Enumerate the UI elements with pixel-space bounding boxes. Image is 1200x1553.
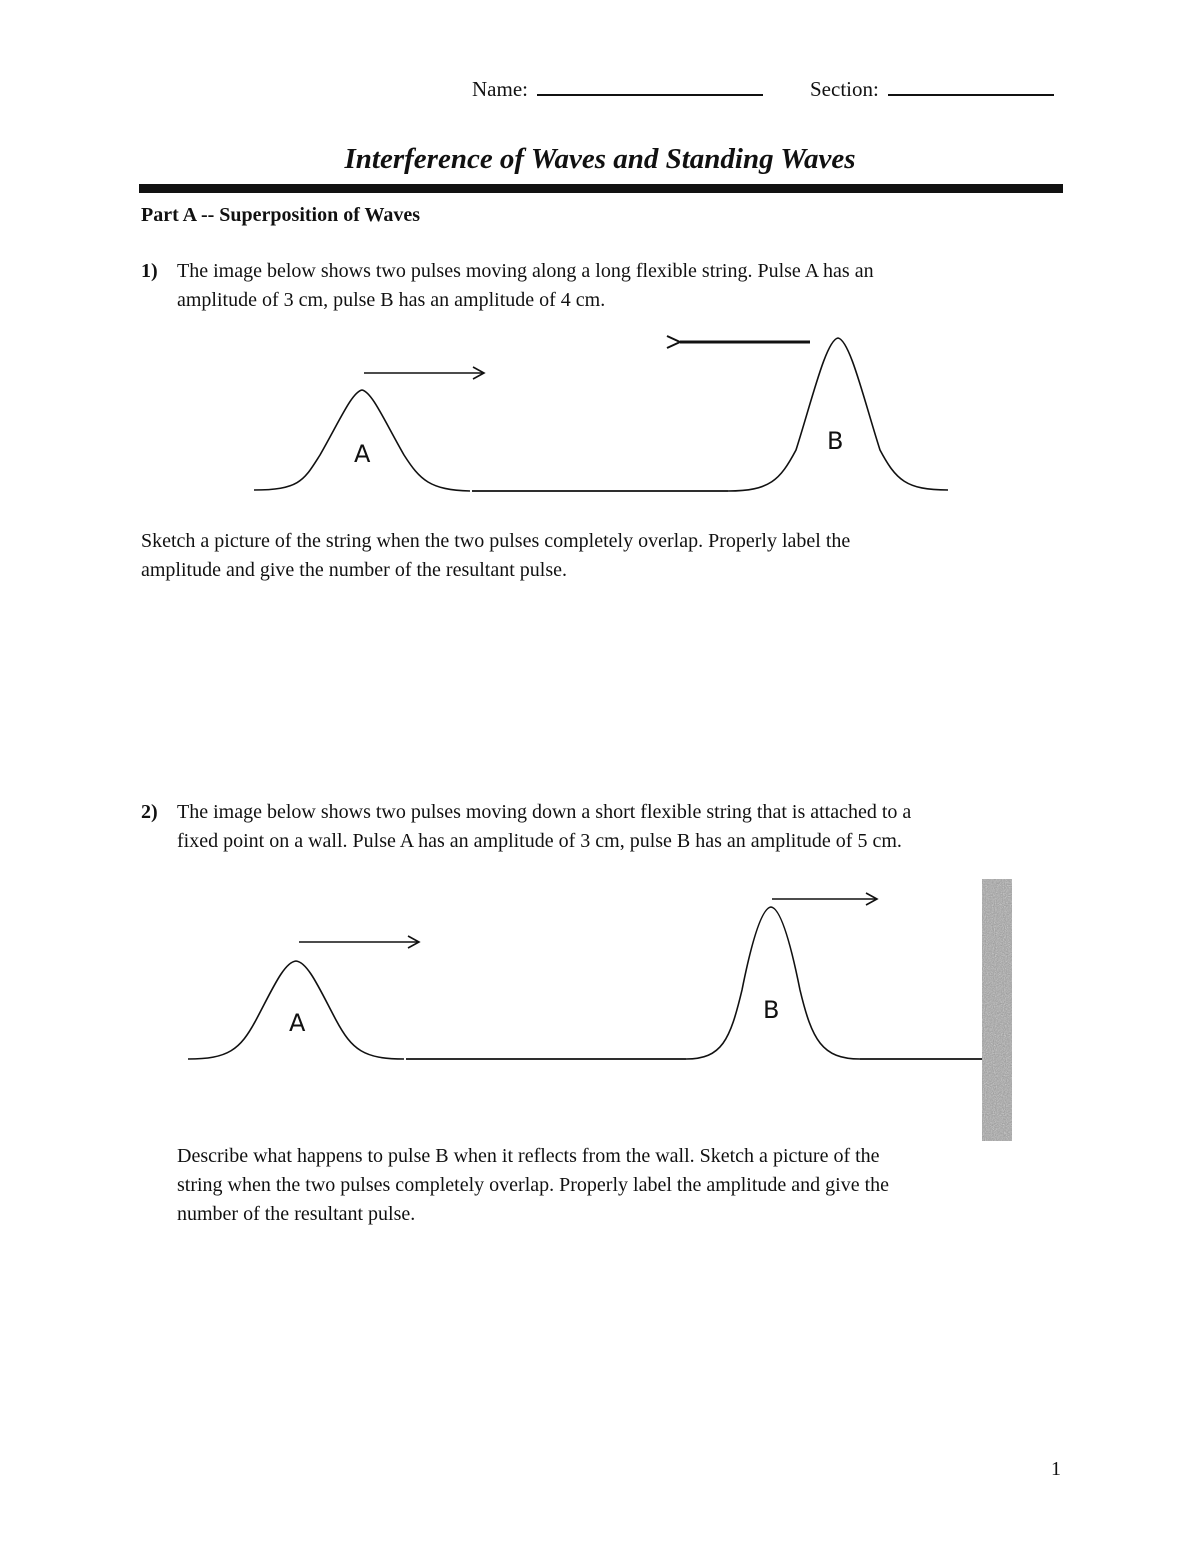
question-2-prompt-line: string when the two pulses completely overlap. Properly label the amplitude and give the bbox=[177, 1174, 890, 1196]
question-2-text bbox=[177, 798, 911, 856]
part-a-heading: Part A -- Superposition of Waves bbox=[141, 204, 421, 226]
question-2-line: The image below shows two pulses moving down a short flexible string that is attached to a bbox=[177, 801, 912, 823]
question-2-prompt-line: number of the resultant pulse. bbox=[177, 1203, 416, 1225]
page-title: Interference of Waves and Standing Waves bbox=[344, 143, 856, 175]
question-1-line: The image below shows two pulses moving along a long flexible string. Pulse A has an bbox=[177, 260, 874, 282]
question-2-prompt bbox=[177, 1142, 1057, 1229]
pulse-a-label-2: A bbox=[289, 1009, 306, 1037]
question-2 bbox=[141, 798, 1061, 858]
question-2-prompt-line: Describe what happens to pulse B when it reflects from the wall. Sketch a picture of the bbox=[177, 1145, 880, 1167]
pulse-b-label-1: B bbox=[827, 427, 844, 455]
section-label: Section: bbox=[810, 77, 879, 101]
string-1-right-pulse bbox=[728, 338, 948, 491]
question-2-number: 2) bbox=[141, 801, 158, 823]
question-1-prompt bbox=[141, 527, 1041, 585]
question-1-prompt-line: Sketch a picture of the string when the two pulses completely overlap. Properly label the bbox=[141, 530, 851, 552]
question-2-line: fixed point on a wall. Pulse A has an amplitude of 3 cm, pulse B has an amplitude of 5 cm. bbox=[177, 830, 902, 852]
question-1-prompt-line: amplitude and give the number of the resultant pulse. bbox=[141, 559, 567, 581]
question-1-line: amplitude of 3 cm, pulse B has an amplitude of 4 cm. bbox=[177, 289, 606, 311]
wall bbox=[982, 879, 1012, 1141]
name-label: Name: bbox=[472, 77, 528, 101]
question-1-number: 1) bbox=[141, 260, 158, 282]
page-number: 1 bbox=[1051, 1458, 1061, 1480]
pulse-b-label-2: B bbox=[763, 996, 780, 1024]
string-2-right-pulse bbox=[686, 907, 860, 1059]
pulse-a-label-1: A bbox=[354, 440, 371, 468]
